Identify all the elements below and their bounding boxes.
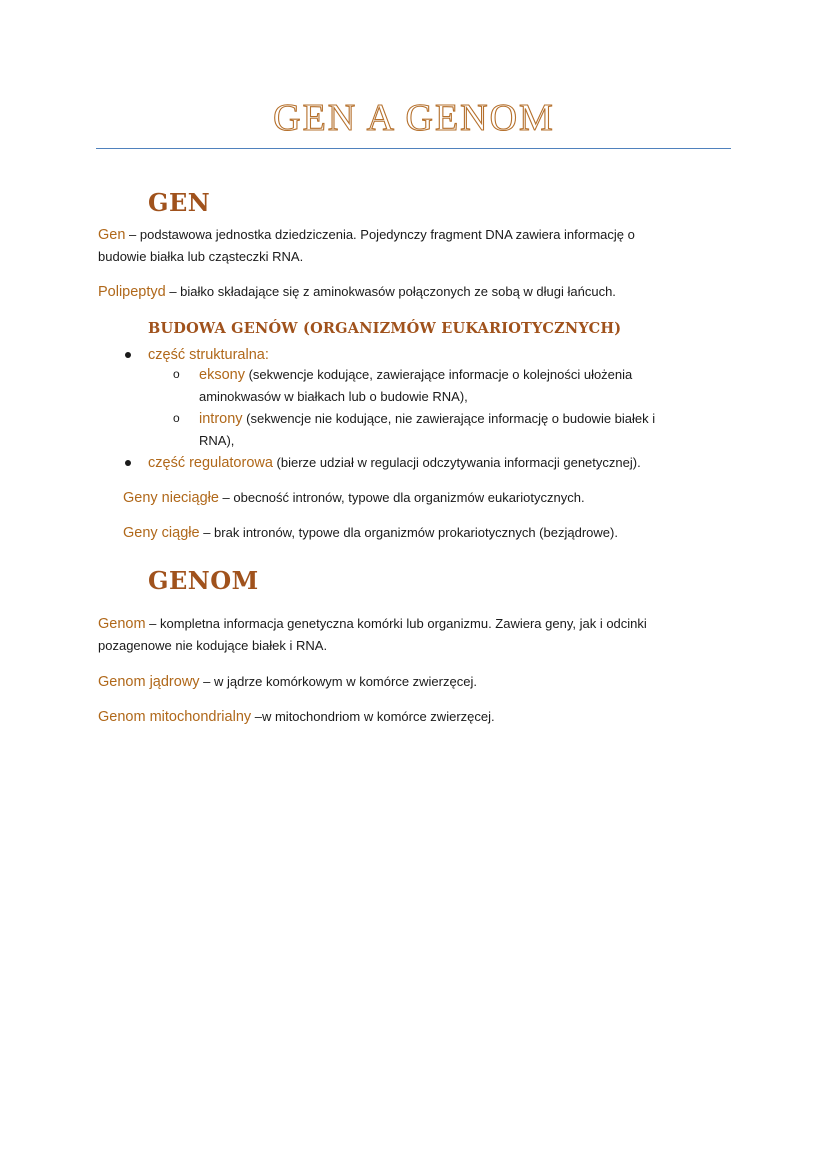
term-gen: Gen	[98, 227, 126, 243]
geny-ciagle-definition	[123, 522, 723, 544]
term-introny: introny	[199, 411, 243, 427]
genom-definition	[98, 613, 738, 657]
term-genom-mito: Genom mitochondrialny	[98, 709, 252, 725]
regulatory-text: (bierze udział w regulacji odczytywania informacji genetycznej).	[272, 455, 641, 470]
genom-mito-text: –w mitochondriom w komórce zwierzęcej.	[251, 709, 495, 724]
geny-nieciagle-text: – obecność intronów, typowe dla organizmów eukariotycznych.	[218, 490, 585, 505]
term-polipeptyd: Polipeptyd	[98, 284, 166, 300]
page-title: GEN A GENOM	[273, 97, 555, 139]
list-item-regulatory	[148, 452, 728, 474]
list-item-structural	[148, 344, 269, 366]
eksony-line2: aminokwasów w białkach lub o budowie RNA),	[199, 389, 468, 404]
bullet-dot-icon	[125, 352, 131, 358]
section-heading-genom: GENOM	[148, 566, 259, 595]
term-genom: Genom	[98, 616, 146, 632]
title-underline	[96, 148, 731, 149]
term-genom-jadrowy: Genom jądrowy	[98, 674, 200, 690]
section-heading-gen: GEN	[148, 188, 211, 217]
polipeptyd-definition	[98, 281, 738, 303]
list-item-introny	[199, 408, 719, 452]
term-regulatory: część regulatorowa	[148, 455, 273, 471]
term-eksony: eksony	[199, 367, 245, 383]
bullet-dot-icon	[125, 460, 131, 466]
subheading-budowa-genow: BUDOWA GENÓW (ORGANIZMÓW EUKARIOTYCZNYCH)	[148, 320, 622, 337]
genom-mito-definition	[98, 706, 738, 728]
list-item-eksony	[199, 364, 719, 408]
geny-ciagle-text: – brak intronów, typowe dla organizmów prokariotycznych (bezjądrowe).	[199, 525, 618, 540]
genom-jadrowy-text: – w jądrze komórkowym w komórce zwierzęcej.	[199, 674, 477, 689]
bullet-circle-icon: o	[173, 411, 180, 425]
genom-def-line2: pozagenowe nie kodujące białek i RNA.	[98, 638, 328, 653]
bullet-circle-icon: o	[173, 367, 180, 381]
gen-def-line1: – podstawowa jednostka dziedziczenia. Pojedynczy fragment DNA zawiera informację o	[125, 227, 635, 242]
geny-nieciagle-definition	[123, 487, 723, 509]
introny-line2: RNA),	[199, 433, 235, 448]
gen-definition	[98, 224, 738, 268]
term-geny-ciagle: Geny ciągłe	[123, 525, 200, 541]
gen-def-line2: budowie białka lub cząsteczki RNA.	[98, 249, 304, 264]
introny-line1: (sekwencje nie kodujące, nie zawierające informację o budowie białek i	[242, 411, 656, 426]
term-structural: część strukturalna:	[148, 347, 269, 363]
genom-def-line1: – kompletna informacja genetyczna komórki lub organizmu. Zawiera geny, jak i odcinki	[145, 616, 647, 631]
term-geny-nieciagle: Geny nieciągłe	[123, 490, 219, 506]
genom-jadrowy-definition	[98, 671, 738, 693]
eksony-line1: (sekwencje kodujące, zawierające informacje o kolejności ułożenia	[244, 367, 633, 382]
polipeptyd-def-text: – białko składające się z aminokwasów połączonych ze sobą w długi łańcuch.	[165, 284, 616, 299]
